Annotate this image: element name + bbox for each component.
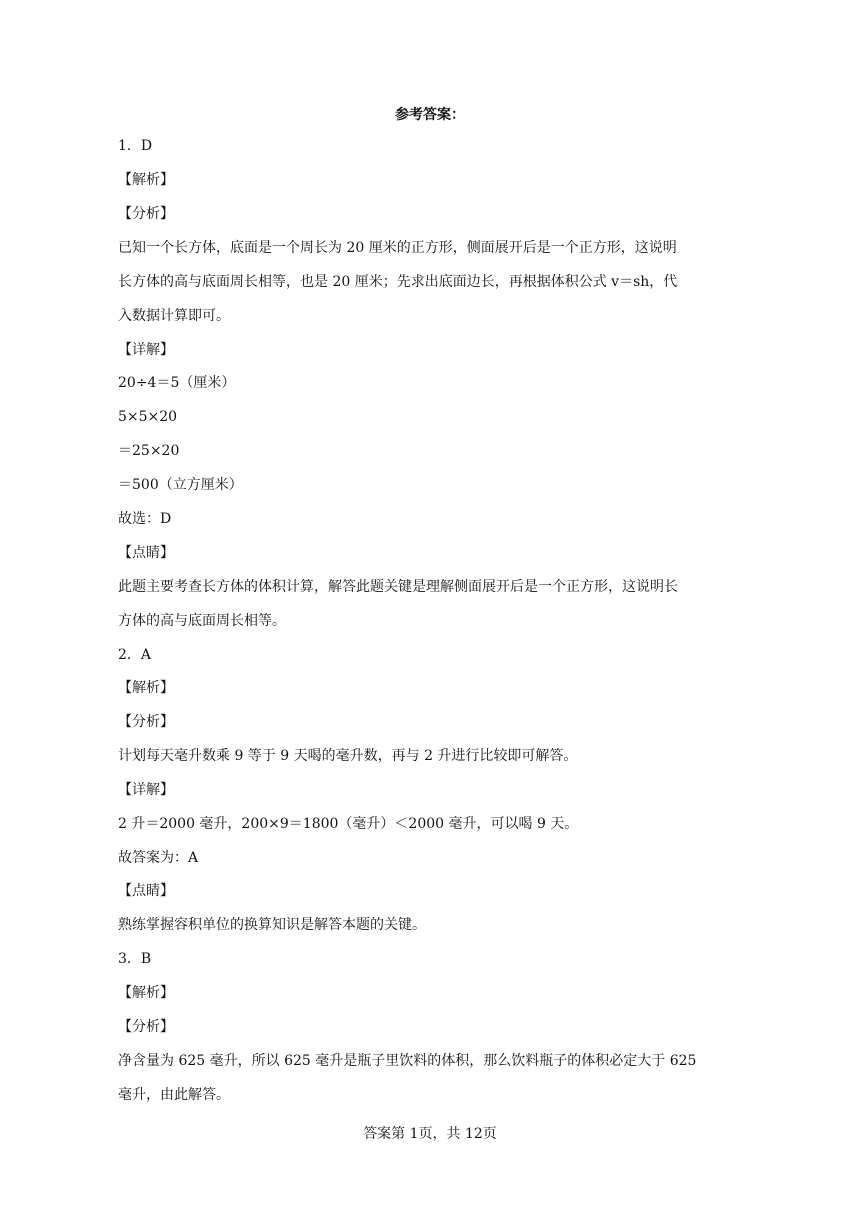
paragraph-line: 长方体的高与底面周长相等，也是 20 厘米；先求出底面边长，再根据体积公式 v＝sh，代 <box>118 274 678 290</box>
section-heading: 【详解】 <box>118 342 174 358</box>
section-heading: 【分析】 <box>118 206 174 222</box>
equation-line: 2 升＝2000 毫升，200×9＝1800（毫升）＜2000 毫升，可以喝 9 天。 <box>118 816 579 832</box>
section-heading: 【点睛】 <box>118 545 174 561</box>
section-heading: 【分析】 <box>118 1019 174 1035</box>
answer-number: 2．A <box>118 647 152 663</box>
answer-number: 3．B <box>118 951 152 967</box>
paragraph-line: 此题主要考查长方体的体积计算，解答此题关键是理解侧面展开后是一个正方形，这说明长 <box>118 579 678 595</box>
section-heading: 【点睛】 <box>118 883 174 899</box>
section-heading: 【分析】 <box>118 714 174 730</box>
paragraph-line: 入数据计算即可。 <box>118 308 230 324</box>
page-title: 参考答案： <box>395 107 465 123</box>
equation-line: ＝500（立方厘米） <box>118 477 243 493</box>
paragraph-line: 毫升，由此解答。 <box>118 1087 230 1103</box>
section-heading: 【解析】 <box>118 680 174 696</box>
paragraph-line: 计划每天毫升数乘 9 等于 9 天喝的毫升数，再与 2 升进行比较即可解答。 <box>118 748 578 764</box>
paragraph-line: 熟练掌握容积单位的换算知识是解答本题的关键。 <box>118 917 426 933</box>
equation-line: ＝25×20 <box>118 443 180 459</box>
paragraph-line: 方体的高与底面周长相等。 <box>118 613 286 629</box>
answer-choice: 故选：D <box>118 511 172 527</box>
equation-line: 20÷4＝5（厘米） <box>118 375 236 391</box>
section-heading: 【解析】 <box>118 985 174 1001</box>
equation-line: 5×5×20 <box>118 409 178 425</box>
page-footer: 答案第 1页，共 12页 <box>363 1126 497 1142</box>
paragraph-line: 已知一个长方体，底面是一个周长为 20 厘米的正方形，侧面展开后是一个正方形，这说明 <box>118 240 677 256</box>
answer-choice: 故答案为：A <box>118 850 199 866</box>
section-heading: 【详解】 <box>118 782 174 798</box>
paragraph-line: 净含量为 625 毫升，所以 625 毫升是瓶子里饮料的体积，那么饮料瓶子的体积必定大于 625 <box>118 1053 697 1069</box>
answer-number: 1．D <box>118 138 153 154</box>
section-heading: 【解析】 <box>118 172 174 188</box>
